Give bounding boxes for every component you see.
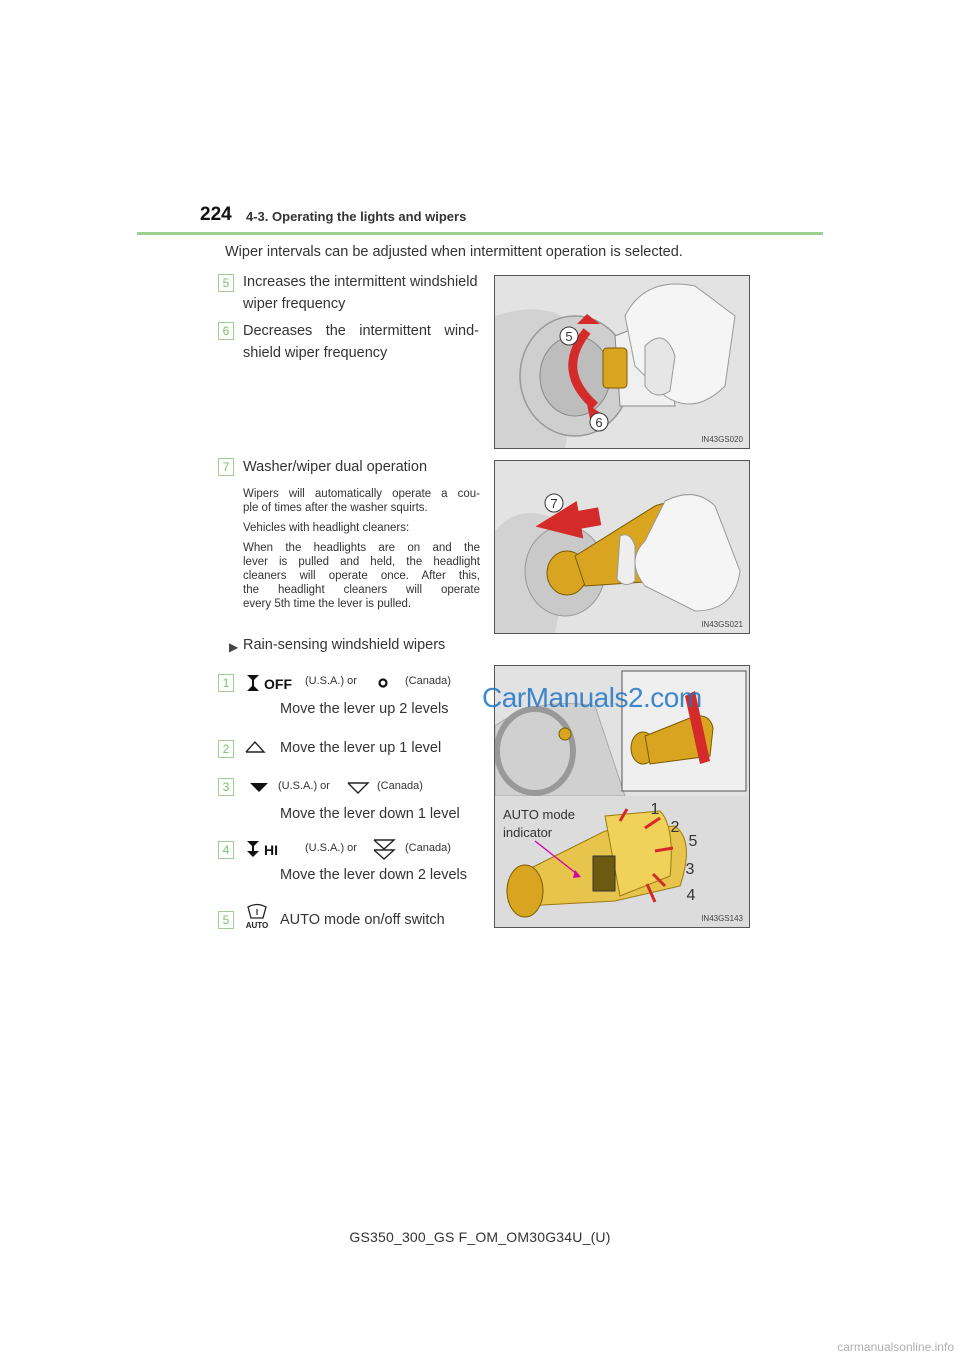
rain-item-number-3: 3 bbox=[218, 778, 234, 796]
note3-line: lever is pulled and held, the headlight bbox=[243, 556, 480, 568]
item-number-6: 6 bbox=[218, 322, 234, 340]
footer-doc-code: GS350_300_GS F_OM_OM30G34U_(U) bbox=[349, 1229, 611, 1245]
watermark: CarManuals2.com bbox=[482, 682, 702, 713]
hi-icon-text: HI bbox=[264, 842, 278, 858]
intro-text: Wiper intervals can be adjusted when intermittent operation is selected. bbox=[225, 244, 683, 260]
item-5-line2: wiper frequency bbox=[243, 296, 346, 312]
rain-item-number-1: 1 bbox=[218, 674, 234, 692]
rain-1-usa: (U.S.A.) or bbox=[305, 675, 357, 687]
figure-wiper-frequency bbox=[494, 275, 750, 449]
fig1-callout-6: 6 bbox=[595, 415, 603, 430]
fig3-callout-2: 2 bbox=[670, 819, 680, 836]
item-number-7: 7 bbox=[218, 458, 234, 476]
down-two-levels-canada-icon bbox=[372, 838, 396, 862]
item-7-notes bbox=[243, 487, 480, 611]
auto-mode-indicator-label bbox=[503, 806, 575, 842]
rain-4-usa: (U.S.A.) or bbox=[305, 842, 357, 854]
rain-3-canada: (Canada) bbox=[377, 780, 423, 792]
fig3-callout-3: 3 bbox=[685, 861, 695, 878]
rain-5-desc: AUTO mode on/off switch bbox=[280, 912, 445, 928]
item-7-note3 bbox=[243, 541, 480, 611]
fig3-callout-1: 1 bbox=[650, 801, 660, 818]
item-5-text bbox=[243, 271, 478, 315]
item-6-line2: shield wiper frequency bbox=[243, 345, 388, 361]
rain-4-desc: Move the lever down 2 levels bbox=[280, 867, 467, 883]
item-6-line1: Decreases the intermittent wind- bbox=[243, 323, 479, 339]
rain-1-canada: (Canada) bbox=[405, 675, 451, 687]
down-one-level-canada-icon bbox=[346, 781, 370, 795]
rain-item-number-5: 5 bbox=[218, 911, 234, 929]
item-7-note2: Vehicles with headlight cleaners: bbox=[243, 522, 410, 534]
rain-heading: Rain-sensing windshield wipers bbox=[243, 637, 446, 653]
item-7-title: Washer/wiper dual operation bbox=[243, 459, 428, 475]
auto-label-line1: AUTO mode bbox=[503, 807, 576, 822]
item-number-5: 5 bbox=[218, 274, 234, 292]
off-icon bbox=[244, 672, 300, 694]
auto-icon bbox=[242, 903, 272, 929]
figure-wiper-frequency-illustration bbox=[495, 276, 749, 448]
site-watermark: carmanualsonline.info bbox=[837, 1340, 954, 1354]
rain-3-usa: (U.S.A.) or bbox=[278, 780, 330, 792]
rain-1-desc: Move the lever up 2 levels bbox=[280, 701, 449, 717]
item-6-text bbox=[243, 320, 479, 364]
rain-heading-bullet: ▶ bbox=[229, 640, 239, 654]
section-title: 4-3. Operating the lights and wipers bbox=[246, 209, 467, 224]
item-7-note1-line1: Wipers will automatically operate a cou- bbox=[243, 488, 480, 500]
hi-icon bbox=[244, 838, 284, 860]
note3-line: cleaners will operate once. After this, bbox=[243, 570, 480, 582]
header-divider bbox=[137, 232, 823, 235]
item-7-note1-line2: ple of times after the washer squirts. bbox=[243, 502, 428, 514]
fig3-callout-5: 5 bbox=[688, 833, 698, 850]
auto-icon-text: AUTO bbox=[245, 921, 269, 929]
rain-item-number-2: 2 bbox=[218, 740, 234, 758]
figure-1-code: IN43GS020 bbox=[701, 435, 743, 444]
page-number: 224 bbox=[200, 204, 232, 225]
off-icon-text: OFF bbox=[264, 676, 292, 692]
fig1-callout-5: 5 bbox=[565, 329, 573, 344]
note3-line: every 5th time the lever is pulled. bbox=[243, 598, 412, 610]
fig3-callout-4: 4 bbox=[686, 887, 696, 904]
figure-washer-illustration bbox=[495, 461, 749, 633]
auto-label-line2: indicator bbox=[503, 825, 553, 840]
up-one-level-icon bbox=[244, 740, 266, 754]
down-one-level-usa-icon bbox=[249, 782, 269, 794]
figure-2-code: IN43GS021 bbox=[701, 620, 743, 629]
figure-washer-operation bbox=[494, 460, 750, 634]
rain-item-number-4: 4 bbox=[218, 841, 234, 859]
rain-3-desc: Move the lever down 1 level bbox=[280, 806, 460, 822]
off-canada-icon bbox=[376, 676, 390, 690]
note3-line: When the headlights are on and the bbox=[243, 542, 480, 554]
item-5-line1: Increases the intermittent windshield bbox=[243, 274, 478, 290]
figure-3-code: IN43GS143 bbox=[701, 914, 743, 923]
fig2-callout-7: 7 bbox=[550, 496, 558, 511]
note3-line: the headlight cleaners will operate bbox=[243, 584, 480, 596]
rain-2-desc: Move the lever up 1 level bbox=[280, 740, 442, 756]
rain-4-canada: (Canada) bbox=[405, 842, 451, 854]
